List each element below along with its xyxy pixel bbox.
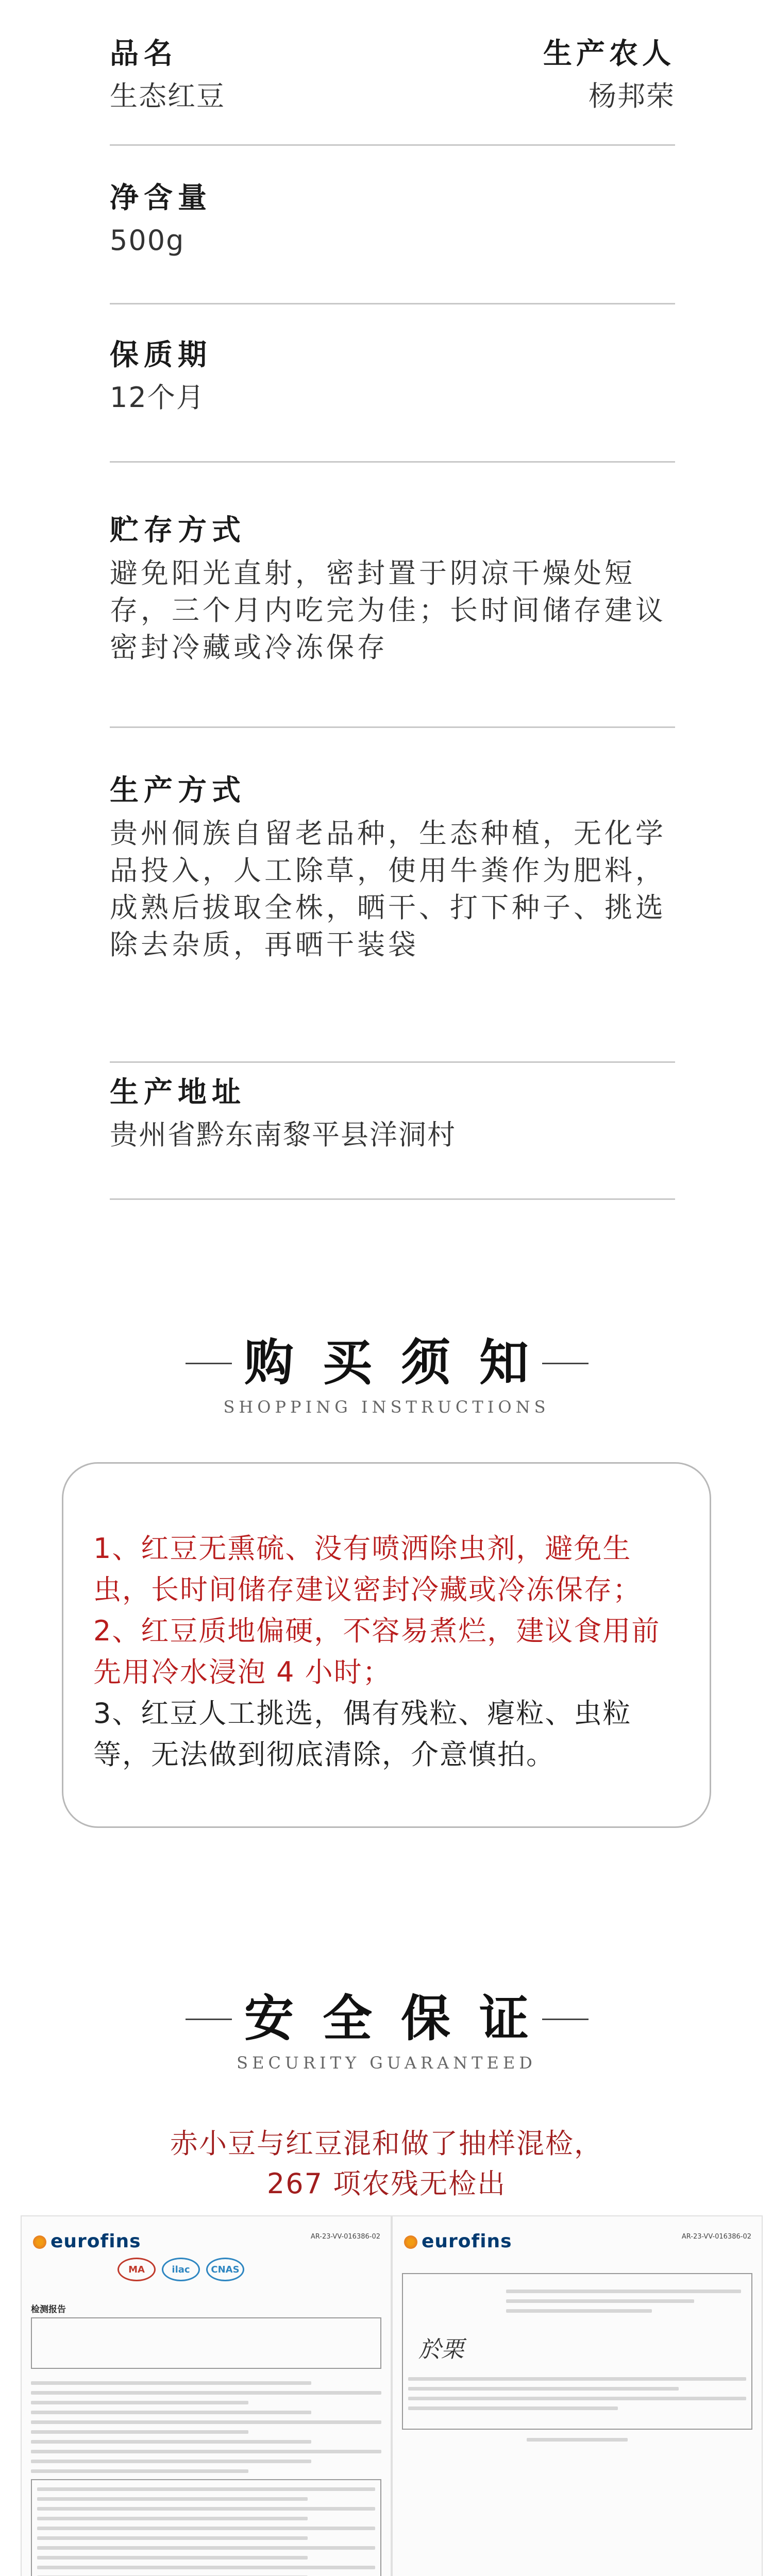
info-row-shelf xyxy=(110,337,675,463)
report-summary-box xyxy=(402,2273,752,2430)
report-code: AR-23-VV-016386-02 xyxy=(310,2233,380,2241)
test-report-page-1 xyxy=(21,2215,392,2576)
report-code: AR-23-VV-016386-02 xyxy=(681,2233,751,2241)
eurofins-logo xyxy=(33,2231,141,2252)
shelf-label: 保质期 xyxy=(110,338,212,372)
cnas-badge-icon: CNAS xyxy=(206,2258,244,2281)
report-results-table xyxy=(31,2479,381,2576)
signature-icon: 於栗 xyxy=(418,2336,464,2363)
info-row-storage xyxy=(110,513,675,728)
shopping-instructions-card xyxy=(62,1462,711,1828)
name-value: 生态红豆 xyxy=(110,80,225,112)
farmer-label: 生产农人 xyxy=(543,37,675,71)
instruction-item-3: 3、红豆人工挑选，偶有残粒、瘪粒、虫粒等，无法做到彻底清除，介意慎拍。 xyxy=(93,1697,632,1771)
eurofins-mark-icon xyxy=(33,2235,46,2249)
ilac-badge-icon: ilac xyxy=(162,2258,200,2281)
report-end-line xyxy=(527,2438,628,2448)
origin-value: 贵州省黔东南黎平县洋洞村 xyxy=(110,1118,456,1151)
test-report-page-2 xyxy=(392,2215,763,2576)
origin-label: 生产地址 xyxy=(110,1076,246,1109)
eurofins-logo-text: eurofins xyxy=(51,2231,141,2252)
report-body-lines xyxy=(31,2381,381,2479)
certification-badges xyxy=(117,2258,244,2281)
farmer-value: 杨邦荣 xyxy=(589,80,675,112)
storage-label: 贮存方式 xyxy=(110,514,246,547)
instruction-item-2: 2、红豆质地偏硬，不容易煮烂，建议食用前先用冷水浸泡 4 小时； xyxy=(93,1615,661,1688)
security-subtitle: SECURITY GUARANTEED xyxy=(237,2053,536,2073)
eurofins-logo xyxy=(404,2231,512,2252)
shopping-title: 购买须知 xyxy=(244,1334,558,1392)
shopping-instructions-text xyxy=(93,1528,686,1775)
storage-value: 避免阳光直射，密封置于阴凉干燥处短存，三个月内吃完为佳；长时间储存建议密封冷藏或冷冻保存 xyxy=(110,557,666,664)
info-row-net xyxy=(110,180,675,304)
net-label: 净含量 xyxy=(110,181,212,215)
method-value: 贵州侗族自留老品种，生态种植，无化学品投入，人工除草，使用牛粪作为肥料，成熟后拔取全株，晒干、打下种子、挑选除去杂质，再晒干装袋 xyxy=(110,817,666,961)
security-caption-line1: 赤小豆与红豆混和做了抽样混检， xyxy=(170,2127,603,2160)
info-row-name xyxy=(110,36,675,146)
eurofins-mark-icon xyxy=(404,2235,417,2249)
info-row-origin xyxy=(110,1075,675,1200)
method-label: 生产方式 xyxy=(110,774,246,807)
info-row-method xyxy=(110,773,675,1063)
security-caption-line2: 267 项农残无检出 xyxy=(266,2167,507,2200)
report-header-table xyxy=(31,2317,381,2369)
cma-badge-icon: MA xyxy=(117,2258,156,2281)
shelf-value: 12个月 xyxy=(110,381,205,414)
name-label: 品名 xyxy=(110,37,178,71)
instruction-item-1: 1、红豆无熏硫、没有喷洒除虫剂，避免生虫，长时间储存建议密封冷藏或冷冻保存； xyxy=(93,1532,642,1606)
security-title: 安全保证 xyxy=(244,1990,558,2047)
report-title: 检测报告 xyxy=(31,2304,66,2315)
shopping-subtitle: SHOPPING INSTRUCTIONS xyxy=(223,1397,550,1417)
eurofins-logo-text: eurofins xyxy=(422,2231,512,2252)
net-value: 500g xyxy=(110,224,185,257)
